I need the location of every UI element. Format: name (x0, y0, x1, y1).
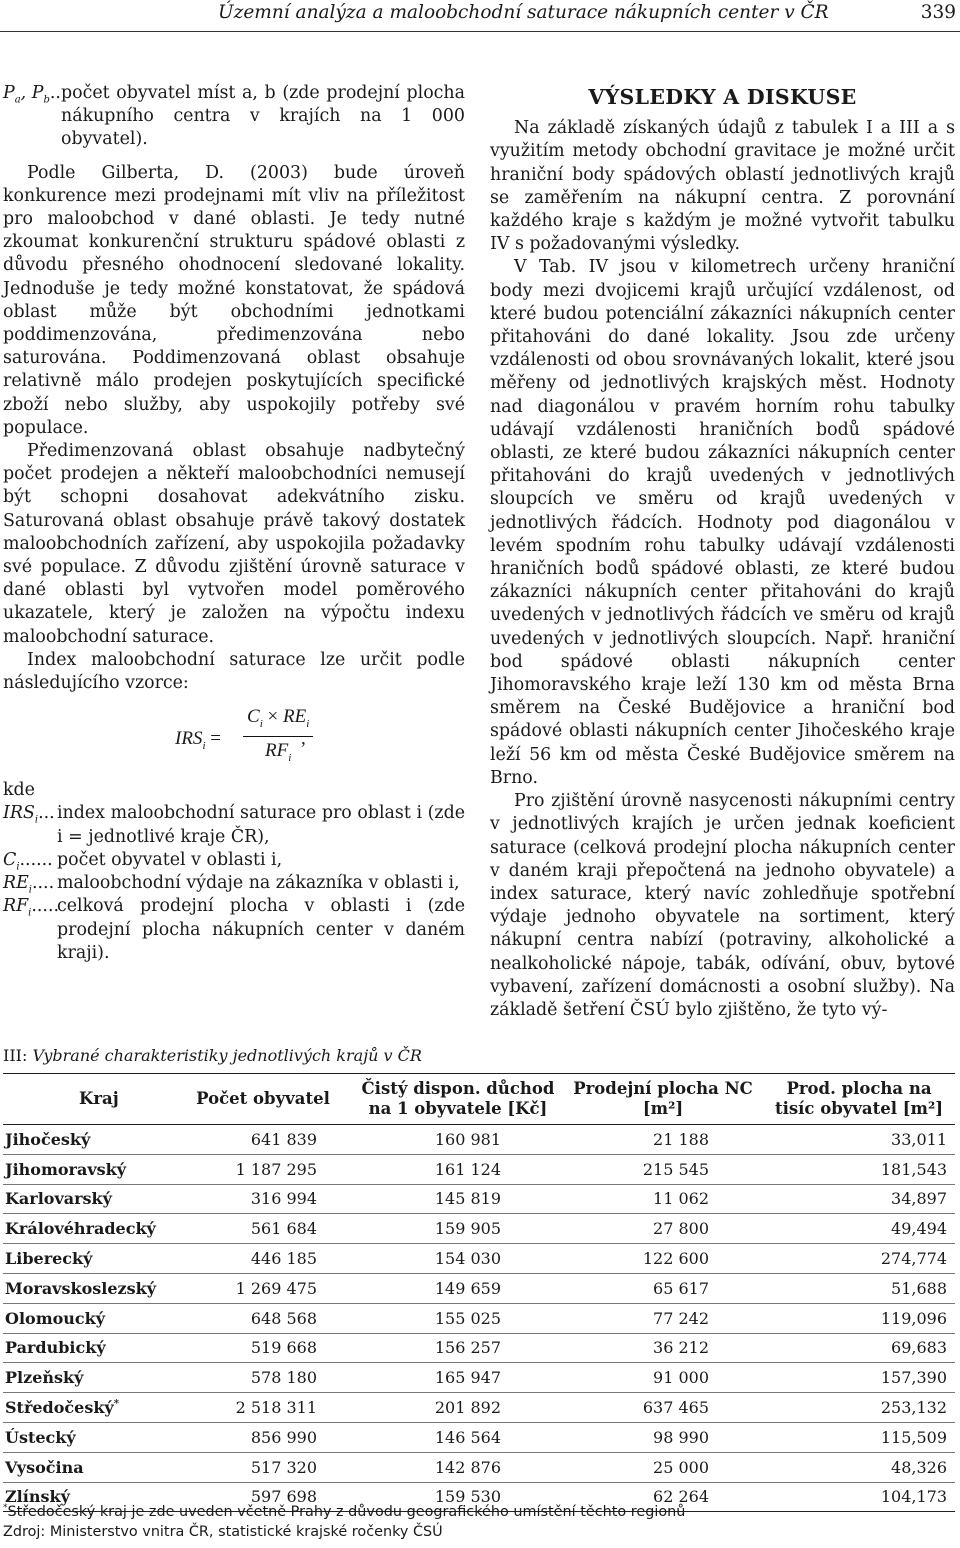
column-header: Kraj (3, 1074, 173, 1125)
income-cell: 159 905 (353, 1214, 563, 1244)
income-cell: 155 025 (353, 1303, 563, 1333)
sales-area-cell: 77 242 (563, 1303, 763, 1333)
column-header: Čistý dispon. důchod na 1 obyvatele [Kč] (353, 1074, 563, 1125)
definition-text: maloobchodní výdaje na zákazníka v oblasti i, (57, 873, 460, 894)
definition-item (3, 849, 465, 872)
running-header (0, 0, 960, 32)
area-per-thousand-cell: 119,096 (763, 1303, 955, 1333)
population-cell: 648 568 (173, 1303, 353, 1333)
population-cell: 856 990 (173, 1422, 353, 1452)
table-row (3, 1393, 955, 1423)
definition-text: index maloobchodní saturace pro oblast i (zde i = jednotlivé kraje ČR), (57, 803, 465, 847)
area-per-thousand-cell: 157,390 (763, 1363, 955, 1393)
table-row (3, 1214, 955, 1244)
sales-area-cell: 65 617 (563, 1273, 763, 1303)
definition-pab (3, 82, 465, 152)
definition-symbol: $RF_i$..... (3, 896, 60, 919)
column-header: Prodejní plocha NC [m²] (563, 1074, 763, 1125)
population-cell: 519 668 (173, 1333, 353, 1363)
income-cell: 156 257 (353, 1333, 563, 1363)
table-caption (3, 1046, 422, 1065)
table-row (3, 1154, 955, 1184)
formula-lhs: $IRS_i$ = (175, 728, 221, 753)
population-cell: 1 269 475 (173, 1273, 353, 1303)
area-per-thousand-cell: 51,688 (763, 1273, 955, 1303)
region-name-cell: Jihočeský (3, 1125, 173, 1155)
paragraph: Index maloobchodní saturace lze určit podle následujícího vzorce: (3, 649, 465, 694)
table-caption-prefix: III: (3, 1046, 33, 1065)
table-caption-text: Vybrané charakteristiky jednotlivých krajů v ČR (32, 1046, 422, 1065)
formula-irs (3, 701, 465, 775)
paragraph: V Tab. IV jsou v kilometrech určeny hraniční body mezi dvojicemi krajů určující vzdálenost, od které budou potenciální zákazníci nákupních center přitahováni do dané lokality. Jsou zde určeny vzdálenosti od obou srovnávaných lokalit, které jsou měřeny od jednotlivých krajských měst. Hodnoty nad diagonálou v pravém horním rohu tabulky udávají vzdálenosti hraničních bodů spádové oblasti, ze které budou zákazníci nákupních center přitahováni do krajů uvedených v jednotlivých sloupcích ve směru od krajů uvedených v jednotlivých řádcích. Hodnoty pod diagonálou v levém spodním rohu tabulky udávají vzdálenosti hraničních bodů spádové oblasti, ze které budou zákazníci nákupních center přitahováni do krajů uvedených v jednotlivých řádcích ve směru od krajů uvedených v jednotlivých sloupcích. Např. hraniční bod spádové oblasti nákupních center Jihomoravského kraje leží 130 km od města Brna směrem na České Budějovice a hraniční bod spádové oblasti nákupních center Jihočeského kraje leží 56 km od města České Budějovice směrem na Brno. (490, 257, 955, 788)
kde-label: kde (3, 780, 35, 801)
header-rule (0, 31, 960, 32)
table-row (3, 1125, 955, 1155)
paragraph: Předimenzovaná oblast obsahuje nadbytečný počet prodejen a někteří maloobchodníci nemusejí být schopni dosahovat adekvátního zisku. Saturovaná oblast obsahuje právě takový dostatek maloobchodních zařízení, aby uspokojila požadavky své populace. Z důvodu zjištění úrovně saturace v dané oblasti byl vytvořen model poměrového ukazatele, který je založen na výpočtu indexu maloobchodní saturace. (3, 441, 465, 647)
formula-comma: , (301, 728, 306, 750)
footnote-star (3, 1503, 685, 1520)
area-per-thousand-cell: 253,132 (763, 1393, 955, 1423)
region-name-cell: Zlínský (3, 1482, 173, 1512)
income-cell: 159 530 (353, 1482, 563, 1512)
table-row (3, 1422, 955, 1452)
footnote-marker: * (113, 1398, 119, 1410)
paragraph: Podle Gilberta, D. (2003) bude úroveň konkurence mezi prodejnami mít vliv na příležitost pro maloobchod v dané oblasti. Je tedy nutné zkoumat konkurenční strukturu spádové oblasti z důvodu přesného ohodnocení sledované lokality. Jednoduše je tedy možné konstatovat, že spádová oblast může být obchodními jednotkami poddimenzována, předimenzována nebo saturována. Poddimenzovaná oblast obsahuje relativně málo prodejen poskytujících specifické zboží nebo služby, aby uspokojily potřeby své populace. (3, 162, 465, 438)
area-per-thousand-cell: 115,509 (763, 1422, 955, 1452)
definition-text: počet obyvatel v oblasti i, (57, 849, 283, 870)
sales-area-cell: 98 990 (563, 1422, 763, 1452)
sales-area-cell: 11 062 (563, 1184, 763, 1214)
sales-area-cell: 122 600 (563, 1244, 763, 1274)
formula-denominator: $RF_i$ (264, 740, 292, 765)
income-cell: 165 947 (353, 1363, 563, 1393)
definition-symbol: $IRS_i$... (3, 803, 55, 826)
region-name-cell: Moravskoslezský (3, 1273, 173, 1303)
income-cell: 142 876 (353, 1452, 563, 1482)
sales-area-cell: 215 545 (563, 1154, 763, 1184)
paragraph: Pro zjištění úrovně nasycenosti nákupními centry v jednotlivých krajích je určen jednak koeficient saturace (celková prodejní plocha nákupních center v daném kraji přepočtená na jednoho obyvatele) a index saturace, který navíc zohledňuje spotřební výdaje jednoho obyvatele na sortiment, který nákupní centra nabízí (potraviny, alkoholické a nealkoholické nápoje, tabák, odívání, obuv, bytové vybavení, zařízení domácnosti a osobní služby). Na základě šetření ČSÚ bylo zjištěno, že tyto vý- (490, 791, 955, 1020)
footnote-text: Středočeský kraj je zde uveden včetně Prahy z důvodu geografického umístění těchto regionů (7, 1503, 686, 1520)
definition-symbol: $RE_i$.... (3, 873, 55, 896)
region-name-cell: Plzeňský (3, 1363, 173, 1393)
table-row (3, 1184, 955, 1214)
definition-text: celková prodejní plocha v oblasti i (zde prodejní plocha nákupních center v daném kraji). (57, 896, 465, 963)
sales-area-cell: 25 000 (563, 1452, 763, 1482)
sales-area-cell: 36 212 (563, 1333, 763, 1363)
region-name-cell: Ústecký (3, 1422, 173, 1452)
population-cell: 2 518 311 (173, 1393, 353, 1423)
population-cell: 316 994 (173, 1184, 353, 1214)
region-name-cell: Olomoucký (3, 1303, 173, 1333)
header-title: Územní analýza a maloobchodní saturace nákupních center v ČR (218, 2, 829, 23)
column-header: Počet obyvatel (173, 1074, 353, 1125)
footnote-marker: * (3, 1503, 8, 1513)
income-cell: 149 659 (353, 1273, 563, 1303)
area-per-thousand-cell: 34,897 (763, 1184, 955, 1214)
area-per-thousand-cell: 69,683 (763, 1333, 955, 1363)
table-row (3, 1363, 955, 1393)
region-name-cell: Karlovarský (3, 1184, 173, 1214)
income-cell: 161 124 (353, 1154, 563, 1184)
page-number: 339 (920, 2, 956, 23)
population-cell: 1 187 295 (173, 1154, 353, 1184)
area-per-thousand-cell: 33,011 (763, 1125, 955, 1155)
sales-area-cell: 21 188 (563, 1125, 763, 1155)
area-per-thousand-cell: 274,774 (763, 1244, 955, 1274)
source-note: Zdroj: Ministerstvo vnitra ČR, statistické krajské ročenky ČSÚ (3, 1524, 443, 1540)
population-cell: 641 839 (173, 1125, 353, 1155)
area-per-thousand-cell: 104,173 (763, 1482, 955, 1512)
definition-item (3, 802, 465, 848)
table-row (3, 1452, 955, 1482)
sales-area-cell: 27 800 (563, 1214, 763, 1244)
definition-text: počet obyvatel míst a, b (zde prodejní plocha nákupního centra v krajích na 1 000 obyvatel). (61, 83, 465, 150)
definition-symbol: $P_a$, $P_b$.. (3, 83, 61, 106)
region-name-cell: Liberecký (3, 1244, 173, 1274)
sales-area-cell: 637 465 (563, 1393, 763, 1423)
definition-item (3, 872, 465, 895)
column-header: Prod. plocha na tisíc obyvatel [m²] (763, 1074, 955, 1125)
table-body (3, 1125, 955, 1512)
income-cell: 154 030 (353, 1244, 563, 1274)
population-cell: 517 320 (173, 1452, 353, 1482)
population-cell: 597 698 (173, 1482, 353, 1512)
income-cell: 160 981 (353, 1125, 563, 1155)
sales-area-cell: 91 000 (563, 1363, 763, 1393)
region-name-cell: Jihomoravský (3, 1154, 173, 1184)
formula-numerator: $C_i \times RE_i$ (243, 705, 313, 737)
table-row (3, 1273, 955, 1303)
table-header-row (3, 1074, 955, 1125)
population-cell: 578 180 (173, 1363, 353, 1393)
region-table (3, 1073, 955, 1512)
income-cell: 146 564 (353, 1422, 563, 1452)
region-name-cell: Královéhradecký (3, 1214, 173, 1244)
definitions-list (3, 802, 465, 964)
table-row (3, 1244, 955, 1274)
region-name-cell: Středočeský* (3, 1393, 173, 1423)
definition-symbol: $C_i$...... (3, 849, 53, 873)
income-cell: 201 892 (353, 1393, 563, 1423)
definition-item (3, 895, 465, 965)
region-name-cell: Vysočina (3, 1452, 173, 1482)
table-row (3, 1303, 955, 1333)
table-row (3, 1333, 955, 1363)
sales-area-cell: 62 264 (563, 1482, 763, 1512)
population-cell: 561 684 (173, 1214, 353, 1244)
area-per-thousand-cell: 48,326 (763, 1452, 955, 1482)
left-column (3, 82, 465, 965)
right-column (490, 82, 955, 1022)
region-name-cell: Pardubický (3, 1333, 173, 1363)
area-per-thousand-cell: 181,543 (763, 1154, 955, 1184)
income-cell: 145 819 (353, 1184, 563, 1214)
population-cell: 446 185 (173, 1244, 353, 1274)
section-title: VÝSLEDKY A DISKUSE (588, 85, 857, 109)
area-per-thousand-cell: 49,494 (763, 1214, 955, 1244)
paragraph: Na základě získaných údajů z tabulek I a III a s využitím metody obchodní gravitace je možné určit hraniční body spádových oblastí jednotlivých krajů se zaměřením na nákupní centra. Z porovnání každého kraje s každým je možné vytvořit tabulku IV s požadovanými výsledky. (490, 118, 955, 255)
